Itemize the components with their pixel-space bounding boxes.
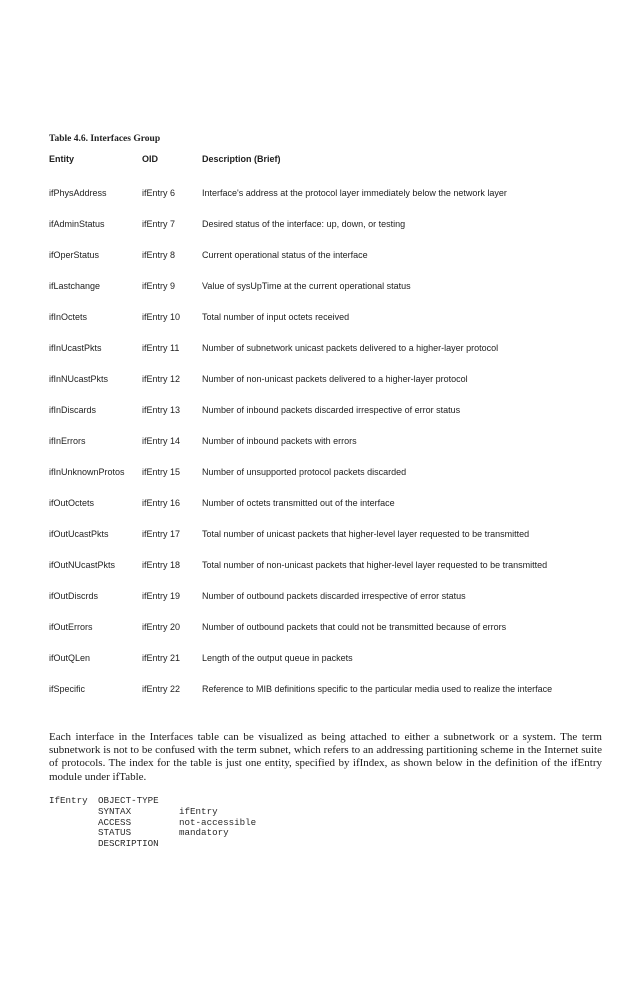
cell-oid: ifEntry 21 — [142, 653, 181, 663]
cell-oid: ifEntry 19 — [142, 591, 181, 601]
table-body — [49, 186, 609, 713]
column-header-oid: OID — [142, 154, 159, 164]
cell-entity: ifOutUcastPkts — [49, 529, 109, 539]
cell-oid: ifEntry 15 — [142, 467, 181, 477]
cell-description: Number of inbound packets discarded irrespective of error status — [202, 405, 461, 415]
cell-entity: ifOutErrors — [49, 622, 93, 632]
cell-entity: ifOperStatus — [49, 250, 100, 260]
cell-oid: ifEntry 8 — [142, 250, 176, 260]
table-row — [49, 310, 609, 341]
code-line — [49, 838, 159, 850]
cell-description: Number of subnetwork unicast packets delivered to a higher-layer protocol — [202, 343, 499, 353]
cell-oid: ifEntry 6 — [142, 188, 176, 198]
cell-oid: ifEntry 14 — [142, 436, 181, 446]
cell-oid: ifEntry 22 — [142, 684, 181, 694]
code-field-key: STATUS — [98, 827, 132, 839]
table-row — [49, 341, 609, 372]
code-line — [49, 795, 159, 807]
table-row — [49, 589, 609, 620]
code-block — [49, 795, 257, 850]
table-caption: Table 4.6. Interfaces Group — [49, 134, 161, 144]
cell-description: Number of non-unicast packets delivered to a higher-layer protocol — [202, 374, 468, 384]
cell-entity: ifAdminStatus — [49, 219, 105, 229]
table-row — [49, 558, 609, 589]
table-row — [49, 217, 609, 248]
cell-description: Number of outbound packets discarded irrespective of error status — [202, 591, 466, 601]
code-field-value: mandatory — [179, 827, 229, 839]
code-line — [49, 805, 218, 818]
column-header-description: Description (Brief) — [202, 154, 281, 164]
table-row — [49, 372, 609, 403]
cell-entity: ifInDiscards — [49, 405, 97, 415]
cell-oid: ifEntry 20 — [142, 622, 181, 632]
cell-entity: ifOutQLen — [49, 653, 91, 663]
cell-oid: ifEntry 12 — [142, 374, 181, 384]
cell-entity: ifSpecific — [49, 684, 86, 694]
code-fields — [49, 805, 257, 850]
table-header-row — [49, 152, 609, 186]
table-row — [49, 682, 609, 713]
table-row — [49, 434, 609, 465]
code-object-type: OBJECT-TYPE — [98, 795, 159, 806]
cell-description: Current operational status of the interface — [202, 250, 368, 260]
table-row — [49, 527, 609, 558]
cell-entity: ifInUnknownProtos — [49, 467, 125, 477]
table-row — [49, 248, 609, 279]
cell-description: Number of unsupported protocol packets discarded — [202, 467, 407, 477]
cell-description: Number of outbound packets that could not be transmitted because of errors — [202, 622, 507, 632]
cell-entity: ifOutOctets — [49, 498, 95, 508]
cell-oid: ifEntry 11 — [142, 343, 180, 353]
cell-description: Total number of unicast packets that higher-level layer requested to be transmitted — [202, 529, 530, 539]
cell-description: Total number of input octets received — [202, 312, 350, 322]
cell-oid: ifEntry 9 — [142, 281, 176, 291]
cell-oid: ifEntry 16 — [142, 498, 181, 508]
cell-entity: ifInNUcastPkts — [49, 374, 109, 384]
cell-entity: ifOutDiscrds — [49, 591, 99, 601]
code-line — [49, 827, 229, 839]
code-field-key: ACCESS — [98, 816, 132, 828]
table-row — [49, 620, 609, 651]
cell-entity: ifInErrors — [49, 436, 86, 446]
cell-description: Interface's address at the protocol layer immediately below the network layer — [202, 188, 507, 198]
cell-entity: ifInOctets — [49, 312, 88, 322]
cell-entity: ifPhysAddress — [49, 188, 107, 198]
code-field-value: ifEntry — [179, 805, 218, 817]
table-row — [49, 279, 609, 310]
table-row — [49, 186, 609, 217]
code-field-value: not-accessible — [179, 816, 257, 828]
cell-description: Reference to MIB definitions specific to the particular media used to realize the interface — [202, 684, 553, 694]
cell-oid: ifEntry 17 — [142, 529, 181, 539]
cell-oid: ifEntry 10 — [142, 312, 181, 322]
interfaces-table — [49, 152, 609, 713]
cell-entity: ifLastchange — [49, 281, 101, 291]
code-object-name: IfEntry — [49, 795, 88, 806]
table-row — [49, 496, 609, 527]
code-line — [49, 816, 257, 829]
cell-oid: ifEntry 18 — [142, 560, 181, 570]
cell-description: Value of sysUpTime at the current operational status — [202, 281, 411, 291]
table-row — [49, 465, 609, 496]
table-row — [49, 651, 609, 682]
cell-description: Desired status of the interface: up, down, or testing — [202, 219, 406, 229]
cell-description: Length of the output queue in packets — [202, 653, 353, 663]
cell-entity: ifOutNUcastPkts — [49, 560, 116, 570]
table-row — [49, 403, 609, 434]
cell-oid: ifEntry 7 — [142, 219, 176, 229]
cell-description: Number of inbound packets with errors — [202, 436, 357, 446]
code-field-key: DESCRIPTION — [98, 838, 159, 850]
body-paragraph: Each interface in the Interfaces table can be visualized as being attached to either a subnetwork or a system. The term subnetwork is not to be confused with the term subnet, which refers to an addressing partitioning scheme in the Internet suite of protocols. The index for the table is just one entity, specified by ifIndex, as shown below in the definition of the ifEntry module under ifTable. — [49, 731, 602, 783]
cell-oid: ifEntry 13 — [142, 405, 181, 415]
cell-description: Total number of non-unicast packets that higher-level layer requested to be transmitted — [202, 560, 548, 570]
cell-description: Number of octets transmitted out of the interface — [202, 498, 395, 508]
code-field-key: SYNTAX — [98, 805, 132, 817]
cell-entity: ifInUcastPkts — [49, 343, 102, 353]
column-header-entity: Entity — [49, 154, 75, 164]
